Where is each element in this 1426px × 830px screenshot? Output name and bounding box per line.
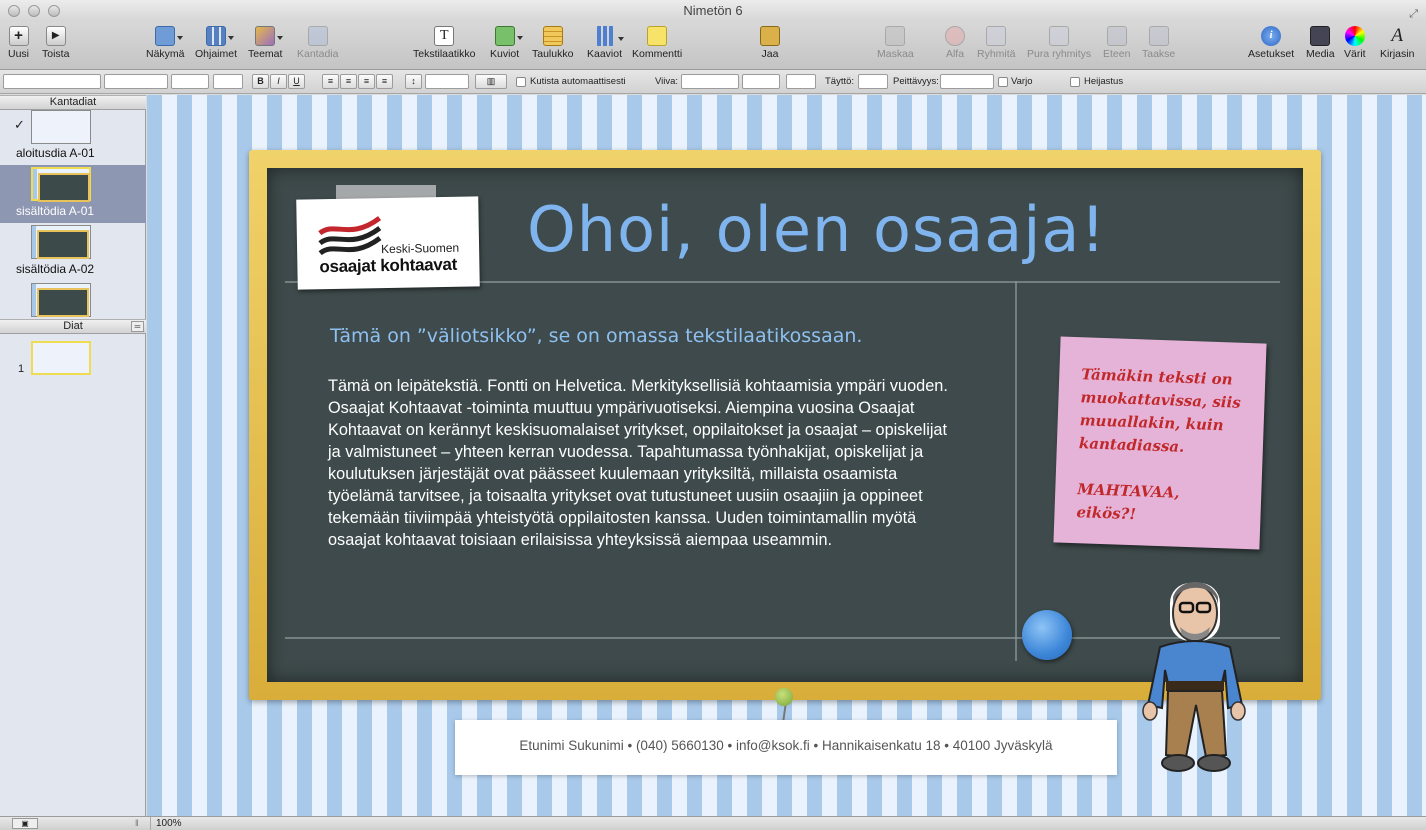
align-right-icon[interactable]: ≡: [358, 74, 375, 89]
paragraph-style-select[interactable]: [3, 74, 101, 89]
view-mode-icon[interactable]: ▣: [12, 818, 38, 829]
master-label-2: sisältödia A-01: [16, 204, 95, 218]
sticky-note-exclaim: MAHTAVAA, eikös?!: [1076, 480, 1180, 524]
master-label-3: sisältödia A-02: [16, 262, 95, 276]
play-button[interactable]: ▶ Toista: [42, 26, 69, 60]
align-justify-icon[interactable]: ≡: [376, 74, 393, 89]
slide-subtitle[interactable]: Tämä on ”väliotsikko”, se on omassa tekstilaatikossaan.: [330, 325, 863, 347]
font-family-select[interactable]: [104, 74, 168, 89]
line-color-well[interactable]: [786, 74, 816, 89]
status-bar: [0, 816, 1426, 830]
share-icon: [760, 26, 780, 46]
font-icon: A: [1391, 25, 1404, 46]
body-text[interactable]: Tämä on leipätekstiä. Fontti on Helvetica. Merkityksellisiä kohtaamisia ympäri vuoden. Osaajat Kohtaavat -toiminta muuttuu ympärivuotiseksi. Aiempina vuosina Osaajat Kohtaavat on kerännyt keskisuomalaiset yritykset, oppilaitokset ja osaajat – opiskelijat ja valmistuneet – yhteen kerran vuodessa. Tapahtumassa työnhakijat, opiskelijat ja koulutuksen järjestäjät ovat päässeet kuulemaan yrityksiltä, millaista osaamista työelämä tarvitsee, ja toisaalta yritykset ovat tutustuneet uusiin osaajiin ja oppineet tekemään tiiviimpää yhteistyötä oppilaitosten kanssa. Uuden toimintamallin myötä osaajat kohtaavat toisiaan erilaisissa yhteyksissä aiempaa useammin.: [328, 377, 948, 549]
bold-button[interactable]: B: [252, 74, 269, 89]
ungroup-icon: [1049, 26, 1069, 46]
slides-header: Diat: [0, 319, 146, 334]
plus-icon: +: [9, 26, 29, 46]
shadow-checkbox[interactable]: [998, 77, 1008, 87]
reflection-checkbox[interactable]: [1070, 77, 1080, 87]
view-icon: [155, 26, 175, 46]
format-bar: [0, 70, 1426, 94]
textbox-button[interactable]: T Tekstilaatikko: [413, 28, 476, 60]
line-spacing-icon[interactable]: ↕: [405, 74, 422, 89]
opacity-label: Peittävyys:: [893, 76, 939, 87]
slide-title[interactable]: Ohoi, olen osaaja!: [527, 193, 1107, 266]
sticky-note[interactable]: [1053, 336, 1266, 549]
logo-title: osaajat kohtaavat: [319, 254, 458, 277]
underline-button[interactable]: U: [288, 74, 305, 89]
fill-label: Täyttö:: [825, 76, 855, 87]
slide-thumbnail-1[interactable]: [31, 341, 91, 375]
divider-handle-icon[interactable]: ═: [131, 321, 144, 332]
fonts-button[interactable]: A Kirjasin: [1380, 25, 1415, 60]
info-icon: i: [1261, 26, 1281, 46]
master-label-1: aloitusdia A-01: [16, 146, 95, 160]
table-button[interactable]: Taulukko: [532, 26, 573, 60]
grid-icon: [206, 26, 226, 46]
play-icon: ▶: [46, 26, 66, 46]
line-width-select[interactable]: [742, 74, 780, 89]
contact-text: Etunimi Sukunimi • (040) 5660130 • info@ksok.fi • Hannikaisenkatu 18 • 40100 Jyväskylä: [519, 738, 1053, 753]
toolbar: [0, 22, 1426, 70]
line-spacing-select[interactable]: [425, 74, 469, 89]
slide-navigator: [0, 95, 146, 816]
shapes-button[interactable]: Kuviot: [490, 26, 519, 60]
bring-front-icon: [1107, 26, 1127, 46]
colors-button[interactable]: Värit: [1344, 26, 1366, 60]
media-icon: [1310, 26, 1330, 46]
masters-header: Kantadiat: [0, 95, 146, 110]
slide-canvas[interactable]: [147, 95, 1426, 816]
resize-handle-icon[interactable]: ‖: [135, 818, 139, 828]
share-button[interactable]: Jaa: [760, 26, 780, 60]
view-button[interactable]: Näkymä: [146, 26, 185, 60]
push-pin-icon: [775, 688, 793, 706]
italic-button[interactable]: I: [270, 74, 287, 89]
bring-front-button[interactable]: Eteen: [1103, 26, 1130, 60]
logo-card[interactable]: [296, 196, 480, 289]
columns-icon[interactable]: ▥: [475, 74, 507, 89]
themes-button[interactable]: Teemat: [248, 26, 282, 60]
reflection-label: Heijastus: [1084, 76, 1124, 87]
line-label: Viiva:: [655, 76, 679, 87]
master-thumbnail-4[interactable]: [31, 283, 91, 317]
table-icon: [543, 26, 563, 46]
color-wheel-icon: [1345, 26, 1365, 46]
guides-button[interactable]: Ohjaimet: [195, 26, 237, 60]
shadow-label: Varjo: [1011, 76, 1033, 87]
logo-subtitle: Keski-Suomen: [380, 240, 460, 257]
ungroup-button[interactable]: Pura ryhmitys: [1027, 26, 1091, 60]
comment-button[interactable]: Kommentti: [632, 26, 682, 60]
master-thumbnail-3[interactable]: [31, 225, 91, 259]
group-button[interactable]: Ryhmitä: [977, 26, 1016, 60]
line-style-select[interactable]: [681, 74, 739, 89]
themes-icon: [255, 26, 275, 46]
shapes-icon: [495, 26, 515, 46]
sticky-note-text: Tämäkin teksti on muokattavissa, siis muuallakin, kuin kantadiassa.: [1078, 365, 1242, 456]
settings-button[interactable]: i Asetukset: [1248, 26, 1294, 60]
align-left-icon[interactable]: ≡: [322, 74, 339, 89]
master-thumbnail-2[interactable]: [31, 167, 91, 201]
fullscreen-icon[interactable]: ⤢: [1409, 8, 1418, 20]
zoom-window-button[interactable]: [48, 5, 60, 17]
window-title: Nimetön 6: [683, 3, 743, 18]
chalk-line-vertical: [1015, 281, 1017, 661]
shrink-text-checkbox[interactable]: [516, 77, 526, 87]
close-window-button[interactable]: [8, 5, 20, 17]
textbox-icon: T: [434, 26, 454, 46]
alpha-button[interactable]: Alfa: [945, 26, 965, 60]
zoom-select[interactable]: 100%: [150, 817, 205, 830]
comment-icon: [647, 26, 667, 46]
checkmark-icon: ✓: [14, 117, 25, 132]
bar-chart-icon: [595, 26, 615, 46]
charts-button[interactable]: Kaaviot: [587, 26, 622, 60]
masters-button[interactable]: Kantadia: [297, 26, 338, 60]
font-size-field[interactable]: [213, 74, 243, 89]
mask-button[interactable]: Maskaa: [877, 26, 914, 60]
contact-card[interactable]: [455, 720, 1117, 775]
master-thumbnail-1[interactable]: [31, 110, 91, 144]
slide-number: 1: [18, 363, 25, 375]
group-icon: [986, 26, 1006, 46]
minimize-window-button[interactable]: [28, 5, 40, 17]
font-typeface-select[interactable]: [171, 74, 209, 89]
opacity-select[interactable]: [940, 74, 994, 89]
shrink-text-label: Kutista automaattisesti: [530, 76, 626, 87]
mask-icon: [885, 26, 905, 46]
media-button[interactable]: Media: [1306, 26, 1335, 60]
character-illustration: [1130, 575, 1270, 790]
masters-icon: [308, 26, 328, 46]
alpha-wand-icon: [945, 26, 965, 46]
send-back-button[interactable]: Taakse: [1142, 26, 1175, 60]
blue-magnet: [1022, 610, 1072, 660]
align-center-icon[interactable]: ≡: [340, 74, 357, 89]
fill-color-well[interactable]: [858, 74, 888, 89]
send-back-icon: [1149, 26, 1169, 46]
title-bar: [0, 0, 1426, 22]
new-button[interactable]: + Uusi: [8, 27, 30, 60]
